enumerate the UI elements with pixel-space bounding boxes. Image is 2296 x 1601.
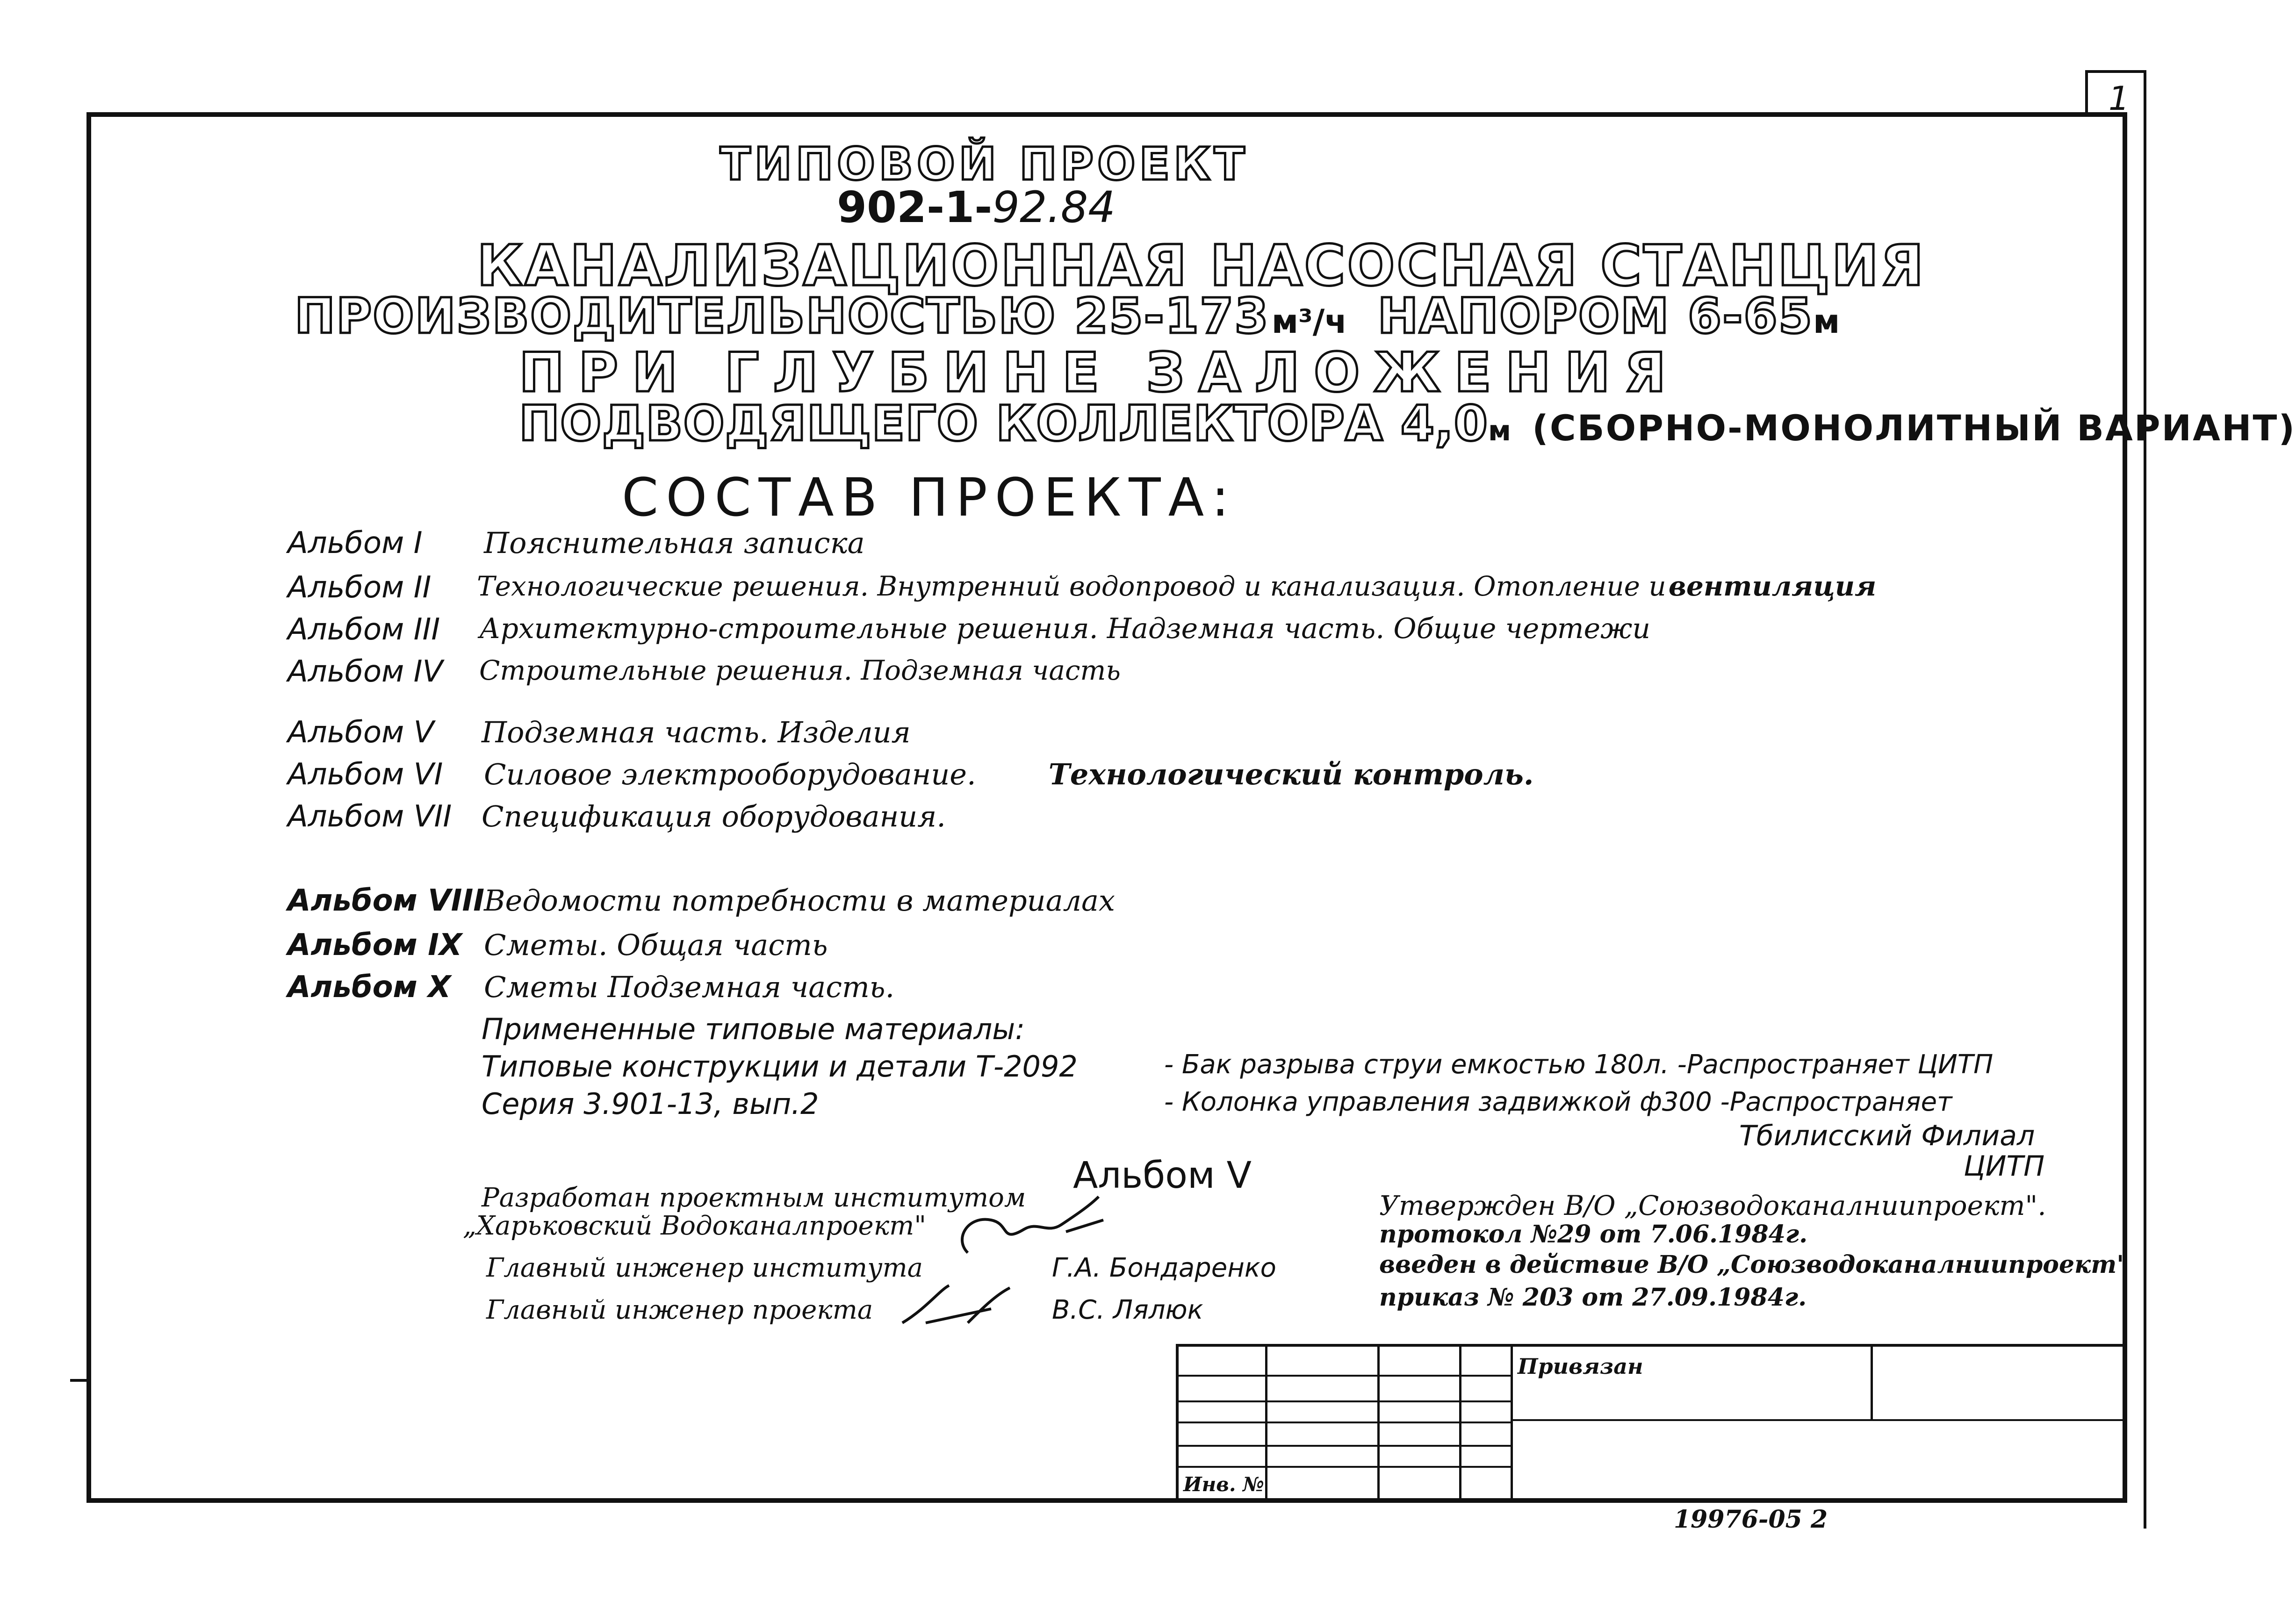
stamp-col-line bbox=[1377, 1347, 1380, 1503]
materials-right-1: - Бак разрыва струи емкостью 180л. -Распространяет ЦИТП bbox=[1164, 1049, 1994, 1080]
project-code-prefix: 902-1- bbox=[837, 182, 993, 232]
album-text bbox=[484, 757, 1533, 791]
heading-line-1: КАНАЛИЗАЦИОННАЯ НАСОСНАЯ СТАНЦИЯ bbox=[477, 234, 1926, 299]
album-text-bold: вентиляция bbox=[1668, 570, 1877, 602]
album-text: Строительные решения. Подземная часть bbox=[479, 654, 1121, 686]
materials-left-1: Типовые конструкции и детали Т-2092 bbox=[482, 1049, 1078, 1084]
stamp-col-line bbox=[1511, 1347, 1513, 1503]
chief-institute-name: Г.А. Бондаренко bbox=[1052, 1253, 1276, 1283]
approval-line-1: Утвержден В/О „Союзводоканалниипроект". bbox=[1379, 1190, 2046, 1221]
sheet-number: 1 bbox=[2109, 79, 2130, 118]
album-text-main: Силовое электрооборудование. bbox=[484, 757, 976, 791]
stamp-row-line bbox=[1179, 1466, 1511, 1468]
album-label: Альбом VIII bbox=[288, 883, 485, 918]
footer-code: 19976-05 2 bbox=[1674, 1505, 1828, 1534]
chief-project-role: Главный инженер проекта bbox=[486, 1295, 873, 1325]
album-text bbox=[477, 570, 1876, 602]
album-label: Альбом V bbox=[288, 715, 434, 750]
heading-line-4-unit: м bbox=[1488, 415, 1511, 447]
materials-left-2: Серия 3.901-13, вып.2 bbox=[482, 1087, 819, 1121]
album-label: Альбом IX bbox=[288, 928, 462, 962]
album-text: Архитектурно-строительные решения. Надземная часть. Общие чертежи bbox=[479, 612, 1650, 645]
album-text: Сметы Подземная часть. bbox=[484, 970, 895, 1004]
album-text: Пояснительная записка bbox=[484, 526, 865, 560]
stamp-table bbox=[1176, 1344, 2127, 1503]
frame-right-edge bbox=[2144, 70, 2146, 1529]
heading-line-2 bbox=[295, 287, 1840, 345]
heading-line-4-a: ПОДВОДЯЩЕГО КОЛЛЕКТОРА 4,0 bbox=[519, 395, 1488, 452]
project-type-title: ТИПОВОЙ ПРОЕКТ bbox=[720, 138, 1249, 190]
heading-line-3: ПРИ ГЛУБИНЕ ЗАЛОЖЕНИЯ bbox=[519, 341, 1680, 404]
approval-line-3: введен в действие В/О „Союзводоканалниипроект" bbox=[1379, 1250, 2130, 1279]
materials-heading: Примененные типовые материалы: bbox=[482, 1012, 1025, 1046]
album-text: Спецификация оборудования. bbox=[482, 799, 946, 833]
stamp-col-line bbox=[1871, 1347, 1873, 1419]
album-label: Альбом X bbox=[288, 970, 451, 1005]
chief-project-name: В.С. Лялюк bbox=[1052, 1295, 1203, 1325]
album-label: Альбом III bbox=[288, 612, 440, 647]
heading-line-4-note: (СБОРНО-МОНОЛИТНЫЙ ВАРИАНТ) bbox=[1532, 407, 2296, 449]
stamp-col-line bbox=[1459, 1347, 1461, 1503]
project-code-suffix: 92.84 bbox=[992, 182, 1116, 232]
stamp-row-line bbox=[1179, 1400, 1511, 1402]
stamp-row-line bbox=[1179, 1375, 1511, 1377]
sostav-heading: СОСТАВ ПРОЕКТА: bbox=[622, 467, 1237, 528]
approval-line-4: приказ № 203 от 27.09.1984г. bbox=[1379, 1283, 1807, 1312]
album-text: Сметы. Общая часть bbox=[484, 928, 828, 962]
developer-line-2: „Харьковский Водоканалпроект" bbox=[463, 1211, 926, 1241]
album-text: Ведомости потребности в материалах bbox=[484, 883, 1115, 918]
album-text: Подземная часть. Изделия bbox=[482, 715, 911, 749]
album-label: Альбом IV bbox=[288, 654, 443, 689]
stamp-inventory: Инв. № bbox=[1183, 1473, 1264, 1496]
frame-tick bbox=[70, 1379, 91, 1382]
heading-line-4 bbox=[519, 395, 2296, 452]
album-text-main: Технологические решения. Внутренний водопровод и канализация. Отопление и bbox=[477, 570, 1666, 602]
materials-right-2: - Колонка управления задвижкой ф300 -Распространяет bbox=[1164, 1087, 1952, 1117]
stamp-col-line bbox=[1265, 1347, 1267, 1503]
approval-line-2: протокол №29 от 7.06.1984г. bbox=[1379, 1220, 1808, 1249]
materials-right-4: ЦИТП bbox=[1964, 1150, 2045, 1183]
album-label: Альбом I bbox=[288, 526, 423, 560]
signature-chief-institute bbox=[949, 1187, 1117, 1262]
album-text-bold: Технологический контроль. bbox=[1048, 757, 1534, 791]
project-code bbox=[837, 182, 1116, 232]
stamp-privyazan: Привязан bbox=[1518, 1354, 1643, 1379]
heading-line-2-unit2: м bbox=[1813, 302, 1840, 341]
stamp-row-line bbox=[1511, 1419, 2127, 1421]
heading-line-2-b: НАПОРОМ 6-65 bbox=[1377, 287, 1814, 345]
stamp-row-line bbox=[1179, 1422, 1511, 1423]
album-label: Альбом VII bbox=[288, 799, 452, 834]
stamp-row-line bbox=[1179, 1445, 1511, 1447]
chief-institute-role: Главный инженер института bbox=[486, 1253, 923, 1283]
album-label: Альбом II bbox=[288, 570, 432, 605]
developer-line-1: Разработан проектным институтом bbox=[482, 1183, 1026, 1213]
heading-line-2-a: ПРОИЗВОДИТЕЛЬНОСТЬЮ 25-173 bbox=[295, 287, 1269, 345]
signature-chief-project bbox=[898, 1281, 1038, 1332]
heading-line-2-unit: м³/ч bbox=[1271, 302, 1347, 341]
album-label: Альбом VI bbox=[288, 757, 443, 792]
materials-right-3: Тбилисский Филиал bbox=[1739, 1120, 2035, 1152]
current-album: Альбом V bbox=[1073, 1155, 1252, 1197]
